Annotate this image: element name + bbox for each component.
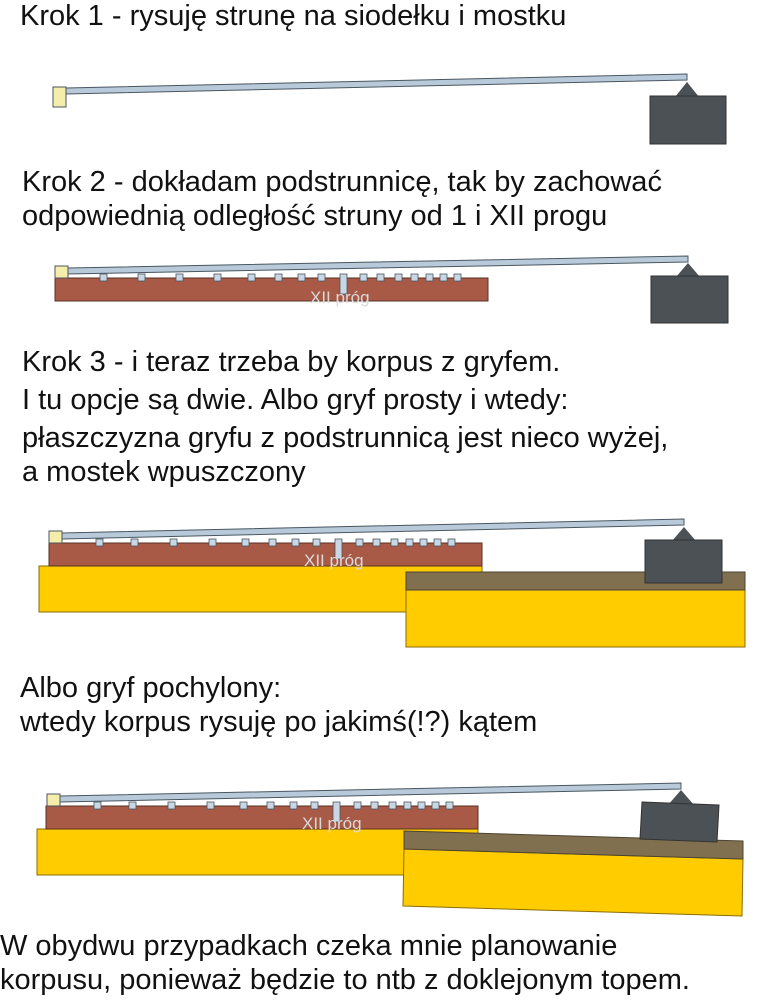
fret [426, 274, 433, 281]
fret [240, 802, 247, 809]
fret-xii-label: XII próg [304, 551, 364, 570]
fret [354, 802, 361, 809]
fret [318, 274, 325, 281]
fretboard [49, 543, 482, 566]
fret [131, 539, 138, 546]
step-2-caption-line-2: odpowiednią odległość struny od 1 i XII progu [22, 200, 608, 232]
fret [214, 274, 221, 281]
fret [275, 274, 282, 281]
diagram-step-4-angled-neck [37, 783, 743, 916]
fret [420, 539, 427, 546]
fret [170, 539, 177, 546]
fret [404, 802, 411, 809]
fret-xii-label: XII próg [310, 288, 370, 307]
step-3-caption-line-1: Krok 3 - i teraz trzeba by korpus z gryfem. [22, 346, 561, 378]
fret [389, 802, 396, 809]
conclusion-line-1: W obydwu przypadkach czeka mnie planowanie [0, 930, 618, 962]
fret [432, 802, 439, 809]
diagram-step-1 [53, 74, 726, 144]
nut [53, 87, 66, 107]
fret [269, 539, 276, 546]
fret [391, 539, 398, 546]
fret [138, 274, 145, 281]
bridge [645, 540, 722, 583]
diagram-step-3-straight-neck [39, 519, 745, 647]
fret [94, 802, 101, 809]
step-2-caption-line-1: Krok 2 - dokładam podstrunnicę, tak by zachować [22, 166, 662, 198]
fretboard [55, 278, 488, 301]
fret [248, 274, 255, 281]
fret [298, 274, 305, 281]
fret [377, 274, 384, 281]
fret [448, 539, 455, 546]
fret [360, 274, 367, 281]
fret [207, 802, 214, 809]
bridge [650, 96, 726, 144]
fret [129, 802, 136, 809]
nut [49, 531, 62, 543]
step-3-caption-line-2: I tu opcje są dwie. Albo gryf prosty i wtedy: [22, 384, 569, 416]
bridge-saddle [672, 527, 696, 541]
fret [242, 539, 249, 546]
step-1-caption: Krok 1 - rysuję strunę na siodełku i mostku [20, 0, 567, 32]
bridge [651, 276, 728, 323]
fret [395, 274, 402, 281]
fret [434, 539, 441, 546]
fret [209, 539, 216, 546]
fret [371, 802, 378, 809]
fret [454, 274, 461, 281]
nut [55, 266, 68, 278]
fret [267, 802, 274, 809]
fret [418, 802, 425, 809]
fret [168, 802, 175, 809]
fret [100, 274, 107, 281]
guitar-body [403, 849, 743, 916]
bridge-saddle [676, 263, 700, 277]
fret [411, 274, 418, 281]
nut [47, 794, 60, 806]
fret [440, 274, 447, 281]
conclusion-line-2: korpusu, ponieważ będzie to ntb z doklejonym topem. [0, 964, 690, 996]
bridge-saddle [675, 82, 699, 97]
fret [96, 539, 103, 546]
string [67, 256, 688, 274]
fret [446, 802, 453, 809]
diagram-step-2 [55, 256, 728, 323]
string [66, 74, 687, 94]
fret [292, 539, 299, 546]
fret-xii-label: XII próg [302, 814, 362, 833]
string [62, 519, 684, 539]
guitar-body [406, 589, 745, 647]
step-3-caption-line-3: płaszczyzna gryfu z podstrunnicą jest nieco wyżej, [22, 422, 669, 454]
option-2-caption-line-2: wtedy korpus rysuję po jakimś(!?) kątem [20, 706, 538, 738]
bridge [640, 802, 719, 842]
fret [373, 539, 380, 546]
fret [311, 802, 318, 809]
string [60, 783, 681, 802]
fret [290, 802, 297, 809]
fret [356, 539, 363, 546]
fret [176, 274, 183, 281]
fretboard [46, 806, 478, 829]
fret [313, 539, 320, 546]
option-2-caption-line-1: Albo gryf pochylony: [20, 672, 282, 704]
fret [406, 539, 413, 546]
step-3-caption-line-4: a mostek wpuszczony [22, 456, 306, 488]
